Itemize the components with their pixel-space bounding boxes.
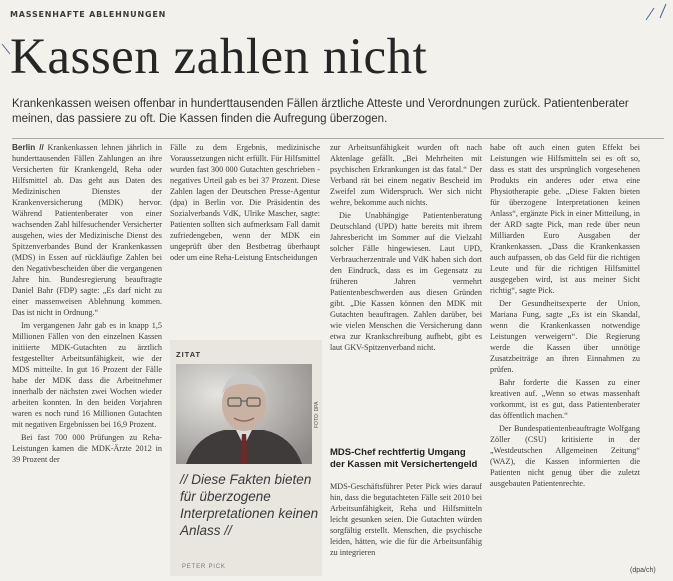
article-headline: Kassen zahlen nicht [10,29,428,85]
col3-paragraph-1: zur Arbeitsunfähigkeit wurden oft nach Aktenlage gefällt. „Bei Mehrheiten mit psychischen Erkrankungen ist das fatal.“ Der Verband rät bei einem negativ Bescheid im Zweifel zum Widerspruch. Wer sich nicht wehre, bekomme auch nichts. [330,143,482,207]
body-column-3 [330,142,482,464]
col4-paragraph-2: Der Gesundheitsexperte der Union, Mariana Fung, sagte „Es ist ein Skandal, wenn die Krankenkassen notwendige Leistungen verweigern“. Die Regierung werde die Kassen über unnötige Zusatzbeiträge an ihren Einnahmen zu prüfen. [490,299,640,374]
dateline: Berlin // [12,143,44,152]
pen-mark-top-right [640,0,670,22]
section-subhead: MDS-Chef rechtfertig Umgang der Kassen mit Versichertengeld [330,447,478,470]
quote-label: ZITAT [176,350,202,359]
col1-paragraph-2: Im vergangenen Jahr gab es in knapp 1,5 Millionen Fällen von den einzelnen Kassen initiierte MDK-Gutachten zu ärztlich festgestellter Arbeitsunfähigkeit, wie der MDS mitteilte. In gut 16 Prozent der Fälle habe der MDK dass die Arbeitnehmer innerhalb der nächsten zwei Wochen wieder arbeiten konnten. In den beiden Vorjahren waren es noch rund 16 Millionen Gutachten mit negativen Ergebnissen bei 16,9 Prozent. [12,321,162,429]
quote-author: PETER PICK [182,564,226,570]
photo-credit: FOTO: DPA [314,401,320,428]
body-column-1 [12,142,162,572]
col3-paragraph-2: Die Unabhängige Patientenberatung Deutschland (UPD) hatte bereits mit ihrem Jahresbericht im Sommer auf die Vielzahl solcher Fälle hingewiesen. Laut UPD, Verbraucherzentrale und VdK haben sich dort den Eindruck, dass es im Gegensatz zu früheren Jahren vermehrt Patientenbeschwerden aus diesen Gründen gibt. „Die Kassen können den MDK mit Gutachten beauftragen. Zahlen darüber, bei wie vielen Menschen die Versicherung dann etwa zur Krankschreibung aufhebt, gibt es laut GKV-Spitzenverband nicht. [330,211,482,352]
body-column-3-lower [330,481,482,575]
body-column-4 [490,142,640,560]
portrait-photo [176,364,312,464]
article-lead: Krankenkassen weisen offenbar in hunderttausenden Fällen ärztliche Atteste und Verordnungen zurück. Patientenberater meinen, das passiere zu oft. Die Kassen finden die Aufregung überzogen. [12,98,629,125]
col2-paragraph-1: Fälle zu dem Ergebnis, medizinische Voraussetzungen nicht erfüllt. Für Hilfsmittel wurden fast 300 000 Gutachten geschrieben - negatives Urteil gab es bei 37 Prozent. Diese Zahlen lagen der Deutschen Presse-Agentur (dpa) in Berlin vor. Die Präsidentin des Sozialverbands VdK, Ulrike Mascher, sagte: Patienten sollten sich aufmerksam Fall damit zufriedengeben, wenn der MDK ein ungeprüft über den Bestbetrag überhaupt oder um eine Reha-Leistung Entscheidungen [170,143,320,262]
quote-box [170,340,322,576]
col4-paragraph-3: Bahr forderte die Kassen zu einer kreativen auf. „Wenn so etwas massenhaft vorkommt, ist es gut, dass Patientenberater das öffentlich machen.“ [490,378,640,420]
col1-paragraph-1: Krankenkassen lehnen jährlich in hunderttausenden Fällen Zahlungen an ihre Versicherten für Krankengeld, Reha oder Hilfsmittel ab. Das geht aus Daten des Medizinischen Dienstes der Krankenversicherung (MDK) hervor. Während Patientenberater von einer wachsenden Zahl hilfesuchender Versicherter ausgehen, wies der Medizinische Dienst des Spitzenverbandes Bund der Krankenkassen (MDS) in Essen auf rückläufige Zahlen bei den Negativbescheiden über die vergangenen Jahre hin. Bundesregierung beauftragte Daniel Bahr (FDP) sagte: „Es darf nicht zu einer massenweisen Ablehnung kommen. Das ist nicht in Ordnung.“ [12,143,162,317]
article-kicker: MASSENHAFTE ABLEHNUNGEN [10,10,167,19]
col4-paragraph-4: Der Bundespatientenbeauftragte Wolfgang Zöller (CSU) kritisierte in der „Westdeutschen Allgemeinen Zeitung“ (WAZ), die Kassen informierten die Patienten nicht genug über die zuletzt ausgebauten Patientenrechte. [490,424,640,488]
article-end-mark: (dpa/ch) [630,567,656,574]
body-column-2 [170,142,320,332]
col3b-paragraph-1: MDS-Geschäftsführer Peter Pick wies darauf hin, dass die begutachteten Fälle seit 2010 bei Arbeitsunfähigkeit, Reha und Hilfsmitteln leicht gesunken seien. Die Gutachten würden sorgfältig erstellt. Menschen, die psychische leiden, hätten, wie die für die Arbeitsunfähig zu integrieren [330,482,482,557]
col1-paragraph-3: Bei fast 700 000 Prüfungen zu Reha-Leistungen kamen die MDK-Ärzte 2012 in 39 Prozent der [12,433,162,464]
divider-rule [12,138,664,139]
col4-paragraph-1: habe oft auch einen guten Effekt bei Leistungen wie Hilfsmitteln sei es oft so, dass es statt des ursprünglich vorgesehenen Produkts ein anderes oder etwa eine Physiotherapie gebe. „Diese Fakten bieten für überzogene Interpretationen keinen Anlass“, ergänzte Pick in einer Mitteilung, in der ARD sagte Pick, man rede über neun Milliarden Euro Ausgaben der Krankenkassen. „Dass die Krankenkassen auch aufpassen, ob das Geld für die richtigen Leute und für die richtigen Hilfsmittel ausgegeben wird, ist aus meiner Sicht richtig“, sagte Pick. [490,143,640,295]
pull-quote-text: // Diese Fakten bieten für überzogene Interpretationen keinen Anlass // [180,472,319,538]
